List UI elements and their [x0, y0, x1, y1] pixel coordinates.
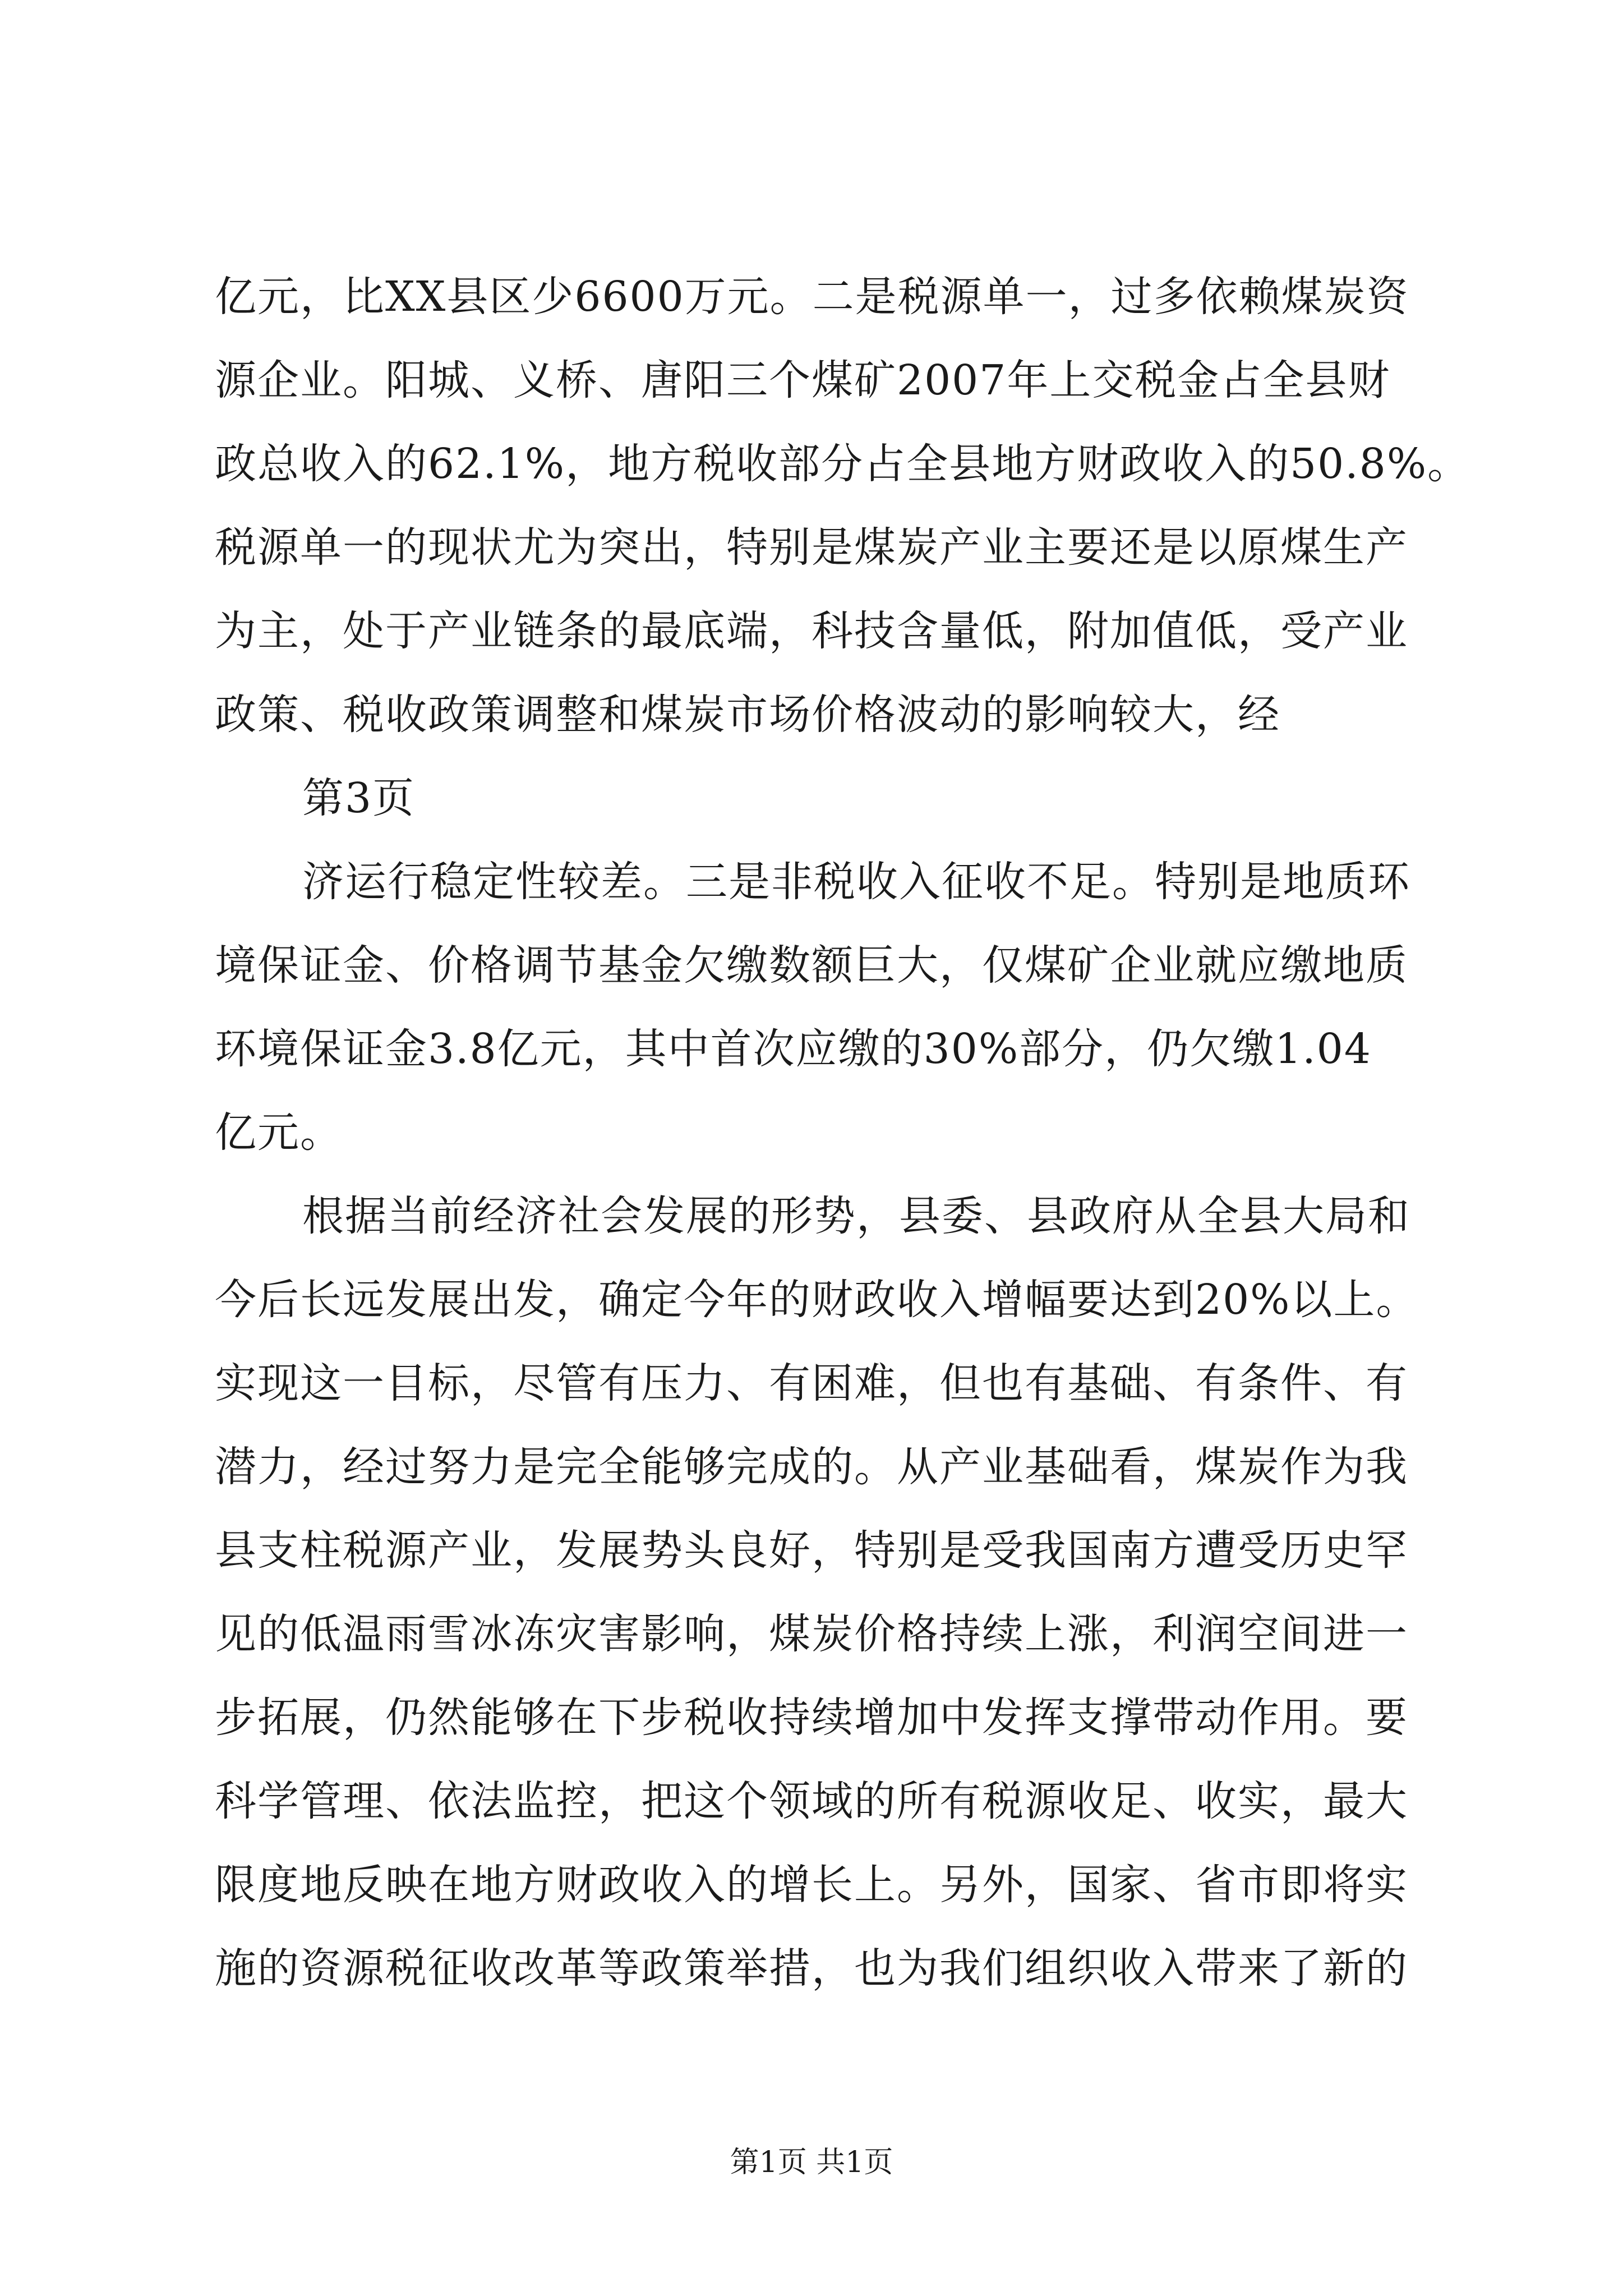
page-marker: 第3页	[302, 774, 416, 822]
text-line: 限度地反映在地方财政收入的增长上。另外，国家、省市即将实	[215, 1861, 1408, 1909]
text-line: 政总收入的62.1%，地方税收部分占全县地方财政收入的50.8%。	[215, 440, 1470, 488]
text-line: 税源单一的现状尤为突出，特别是煤炭产业主要还是以原煤生产	[215, 523, 1408, 572]
text-line: 科学管理、依法监控，把这个领域的所有税源收足、收实，最大	[215, 1777, 1408, 1825]
text-line: 政策、税收政策调整和煤炭市场价格波动的影响较大，经	[215, 691, 1280, 739]
text-line: 今后长远发展出发，确定今年的财政收入增幅要达到20%以上。	[215, 1276, 1419, 1324]
text-line: 亿元，比XX县区少6600万元。二是税源单一，过多依赖煤炭资	[215, 273, 1409, 321]
text-line: 为主，处于产业链条的最底端，科技含量低，附加值低，受产业	[215, 607, 1408, 655]
text-line: 施的资源税征收改革等政策举措，也为我们组织收入带来了新的	[215, 1944, 1408, 1993]
text-line: 源企业。阳城、义桥、唐阳三个煤矿2007年上交税金占全县财	[215, 356, 1391, 404]
text-line: 县支柱税源产业，发展势头良好，特别是受我国南方遭受历史罕	[215, 1526, 1408, 1575]
text-line: 见的低温雨雪冰冻灾害影响，煤炭价格持续上涨，利润空间进一	[215, 1610, 1408, 1658]
text-line: 境保证金、价格调节基金欠缴数额巨大，仅煤矿企业就应缴地质	[215, 941, 1408, 990]
text-line: 步拓展，仍然能够在下步税收持续增加中发挥支撑带动作用。要	[215, 1694, 1408, 1742]
document-body	[215, 255, 1470, 2010]
text-line: 环境保证金3.8亿元，其中首次应缴的30%部分，仍欠缴1.04	[215, 1025, 1372, 1073]
text-line: 实现这一目标，尽管有压力、有困难，但也有基础、有条件、有	[215, 1359, 1408, 1407]
page-footer: 第1页 共1页	[730, 2146, 893, 2179]
text-line: 根据当前经济社会发展的形势，县委、县政府从全县大局和	[302, 1192, 1410, 1240]
text-line: 潜力，经过努力是完全能够完成的。从产业基础看，煤炭作为我	[215, 1443, 1408, 1491]
text-line: 济运行稳定性较差。三是非税收入征收不足。特别是地质环	[302, 858, 1410, 906]
text-line: 亿元。	[215, 1108, 343, 1157]
